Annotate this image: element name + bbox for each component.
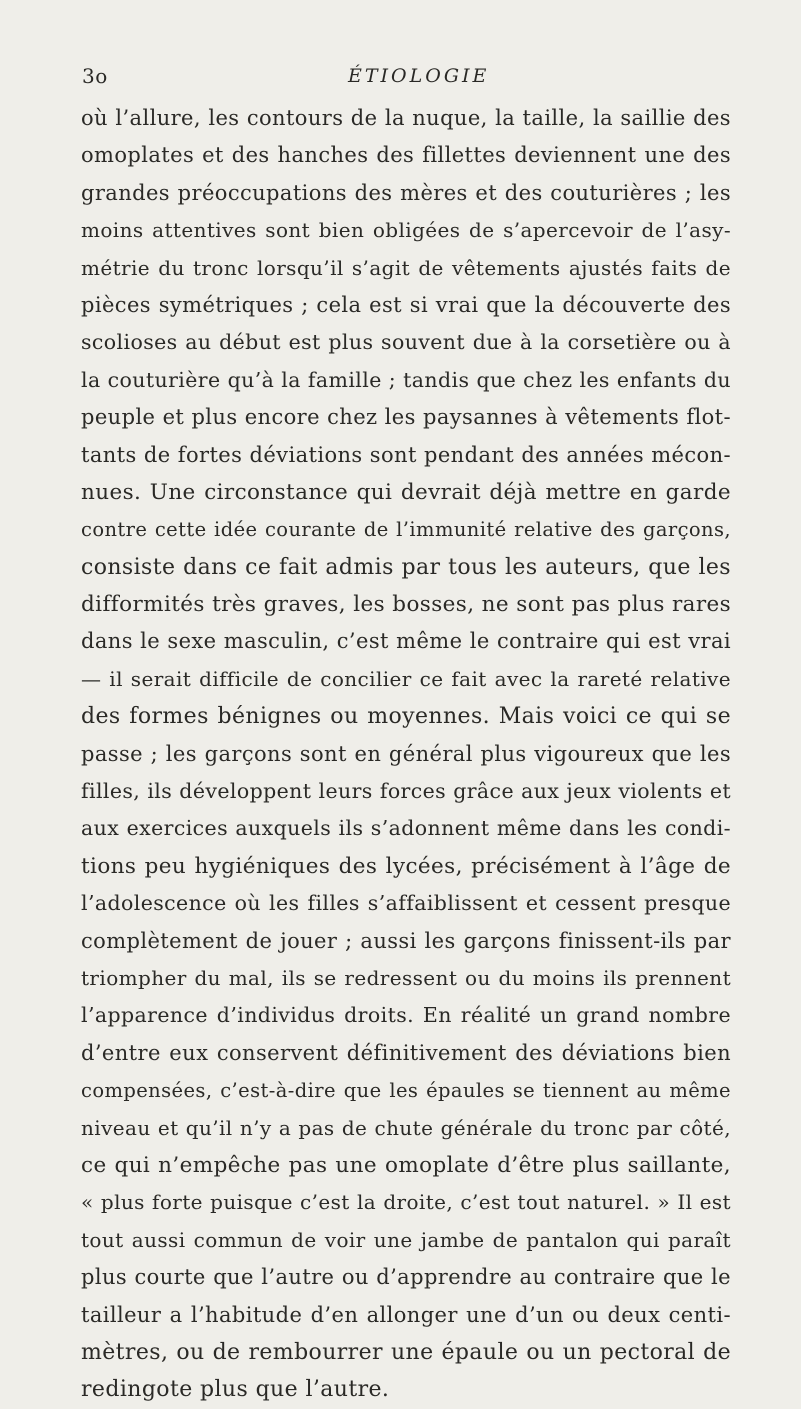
- text-line: — il serait difficile de concilier ce fait avec la rareté relative: [81, 666, 731, 691]
- text-line: métrie du tronc lorsqu’il s’agit de vêtements ajustés faits de: [81, 255, 731, 280]
- text-line: redingote plus que l’autre.: [81, 1377, 390, 1403]
- text-line: plus courte que l’autre ou d’apprendre au contraire que le: [81, 1265, 731, 1290]
- text-line: tions peu hygiéniques des lycées, précisément à l’âge de: [81, 853, 731, 879]
- text-line: passe ; les garçons sont en général plus vigoureux que les: [81, 741, 731, 766]
- running-title: ÉTIOLOGIE: [348, 65, 490, 87]
- text-line: scolioses au début est plus souvent due à la corsetière ou à: [81, 330, 731, 355]
- text-line: l’apparence d’individus droits. En réalité un grand nombre: [81, 1003, 731, 1028]
- text-line: d’entre eux conservent définitivement des déviations bien: [81, 1040, 731, 1065]
- text-line: des formes bénignes ou moyennes. Mais voici ce qui se: [81, 704, 731, 730]
- text-line: mètres, ou de rembourrer une épaule ou un pectoral de: [81, 1339, 731, 1365]
- text-line: tout aussi commun de voir une jambe de pantalon qui paraît: [81, 1227, 731, 1252]
- text-line: dans le sexe masculin, c’est même le contraire qui est vrai: [81, 629, 731, 654]
- text-line: « plus forte puisque c’est la droite, c’est tout naturel. » Il est: [81, 1190, 731, 1215]
- text-line: peuple et plus encore chez les paysannes à vêtements flot-: [81, 405, 731, 430]
- text-line: triompher du mal, ils se redressent ou du moins ils prennent: [81, 965, 731, 990]
- text-line: consiste dans ce fait admis par tous les auteurs, que les: [81, 554, 731, 580]
- text-line: aux exercices auxquels ils s’adonnent même dans les condi-: [81, 816, 731, 841]
- text-line: la couturière qu’à la famille ; tandis que chez les enfants du: [81, 367, 731, 392]
- text-line: contre cette idée courante de l’immunité relative des garçons,: [81, 518, 731, 542]
- text-line: niveau et qu’il n’y a pas de chute générale du tronc par côté,: [81, 1115, 731, 1140]
- text-line: nues. Une circonstance qui devrait déjà mettre en garde: [81, 479, 731, 505]
- text-line: l’adolescence où les filles s’affaiblissent et cessent presque: [81, 891, 731, 916]
- body-paragraph: [81, 100, 731, 1409]
- text-line: complètement de jouer ; aussi les garçons finissent-ils par: [81, 928, 731, 953]
- text-line: tants de fortes déviations sont pendant des années mécon-: [81, 442, 731, 467]
- text-line: grandes préoccupations des mères et des couturières ; les: [81, 180, 731, 205]
- text-line: tailleur a l’habitude d’en allonger une d’un ou deux centi-: [81, 1302, 731, 1327]
- text-line: omoplates et des hanches des fillettes deviennent une des: [81, 143, 731, 168]
- text-line: compensées, c’est-à-dire que les épaules se tiennent au même: [81, 1079, 731, 1103]
- text-line: moins attentives sont bien obligées de s’apercevoir de l’asy-: [81, 218, 731, 243]
- text-line: pièces symétriques ; cela est si vrai que la découverte des: [81, 292, 731, 317]
- text-line: où l’allure, les contours de la nuque, la taille, la saillie des: [81, 106, 731, 130]
- text-line: ce qui n’empêche pas une omoplate d’être plus saillante,: [81, 1152, 731, 1178]
- text-line: difformités très graves, les bosses, ne sont pas plus rares: [81, 592, 732, 618]
- text-line: filles, ils développent leurs forces grâce aux jeux violents et: [81, 779, 731, 804]
- page-header: [78, 62, 718, 92]
- page-number: 3o: [82, 64, 108, 88]
